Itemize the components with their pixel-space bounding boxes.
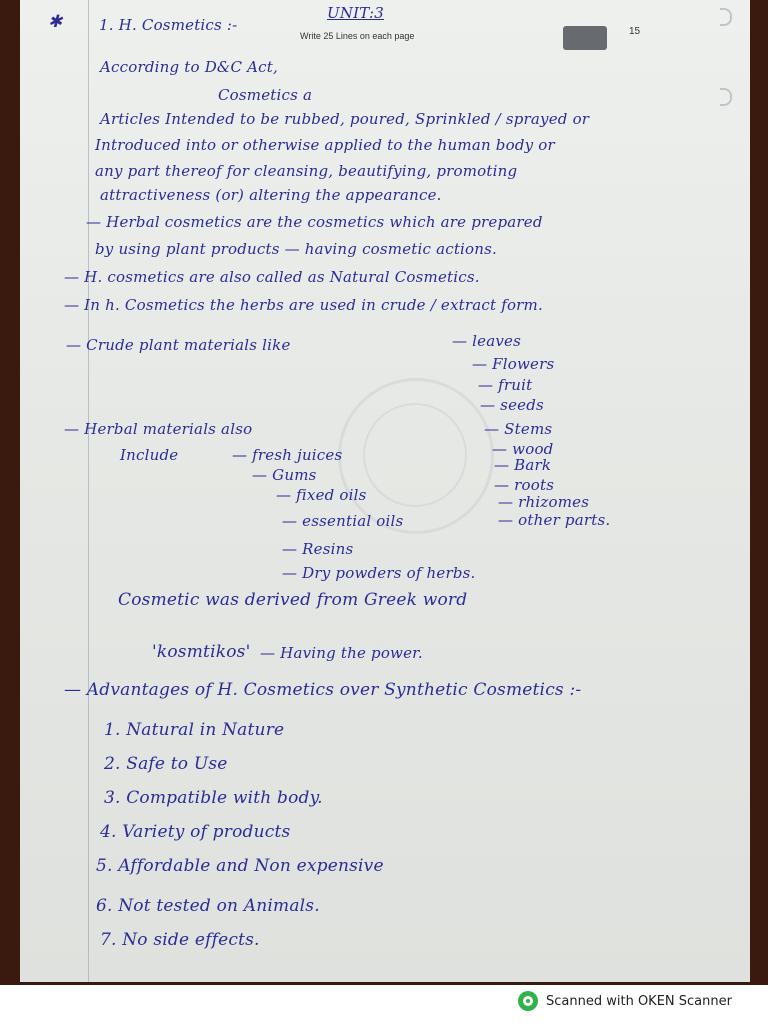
herbal-material-item: — Dry powders of herbs. — [282, 564, 476, 582]
binder-ring — [720, 88, 732, 106]
plant-part: — Bark — [494, 456, 552, 474]
plant-part: — wood — [492, 440, 554, 458]
advantage-item: 1. Natural in Nature — [104, 720, 285, 740]
advantage-item: 6. Not tested on Animals. — [96, 896, 320, 916]
text-line: According to D&C Act, — [100, 58, 278, 76]
seal-watermark — [338, 378, 494, 534]
text-line: any part thereof for cleansing, beautifying, promoting — [95, 162, 518, 180]
plant-part: — Flowers — [472, 355, 555, 373]
scanner-footer — [518, 990, 732, 1012]
greek-word: 'kosmtikos' — [152, 642, 251, 662]
herbal-material-item: — Gums — [252, 466, 317, 484]
page-number: 15 — [629, 26, 641, 37]
text-line: by using plant products — having cosmetic actions. — [95, 240, 498, 258]
page-tab-marker — [563, 26, 607, 50]
advantage-item: 4. Variety of products — [100, 822, 291, 842]
unit-heading: UNIT:3 — [327, 4, 384, 22]
advantage-item: 2. Safe to Use — [104, 754, 228, 774]
plant-part: — leaves — [452, 332, 522, 350]
topic-title: 1. H. Cosmetics :- — [99, 16, 238, 34]
plant-part: — seeds — [480, 396, 544, 414]
notebook-page — [20, 0, 750, 982]
plant-part: — rhizomes — [498, 493, 590, 511]
lines-instruction: Write 25 Lines on each page — [300, 31, 415, 41]
star-mark: ✱ — [48, 12, 63, 32]
herbal-material-item: — fixed oils — [276, 486, 367, 504]
advantages-heading: — Advantages of H. Cosmetics over Synthetic Cosmetics :- — [64, 680, 582, 700]
advantage-item: 7. No side effects. — [100, 930, 260, 950]
plant-part: — roots — [494, 476, 555, 494]
text-line: — Crude plant materials like — [66, 336, 291, 354]
plant-part: — other parts. — [498, 511, 611, 529]
herbal-material-item: — essential oils — [282, 512, 404, 530]
origin-line: Cosmetic was derived from Greek word — [118, 590, 468, 610]
oken-scanner-logo-icon — [518, 991, 538, 1011]
include-label: Include — [120, 446, 179, 464]
text-line: — Herbal cosmetics are the cosmetics which are prepared — [86, 213, 543, 231]
text-line: Cosmetics a — [218, 86, 313, 104]
text-line: Articles Intended to be rubbed, poured, Sprinkled / sprayed or — [100, 110, 590, 128]
plant-part: — fruit — [478, 376, 533, 394]
word-meaning: — Having the power. — [260, 644, 423, 662]
binder-ring — [720, 8, 732, 26]
herbal-materials-heading: — Herbal materials also — [64, 420, 253, 438]
plant-part: — Stems — [484, 420, 553, 438]
text-line: attractiveness (or) altering the appearance. — [100, 186, 442, 204]
herbal-material-item: — fresh juices — [232, 446, 343, 464]
herbal-material-item: — Resins — [282, 540, 354, 558]
text-line: Introduced into or otherwise applied to the human body or — [95, 136, 555, 154]
text-line: — H. cosmetics are also called as Natural Cosmetics. — [64, 268, 480, 286]
text-line: — In h. Cosmetics the herbs are used in crude / extract form. — [64, 296, 543, 314]
advantage-item: 5. Affordable and Non expensive — [96, 856, 384, 876]
scanner-label: Scanned with OKEN Scanner — [546, 993, 732, 1009]
margin-rule — [88, 0, 89, 982]
advantage-item: 3. Compatible with body. — [104, 788, 323, 808]
